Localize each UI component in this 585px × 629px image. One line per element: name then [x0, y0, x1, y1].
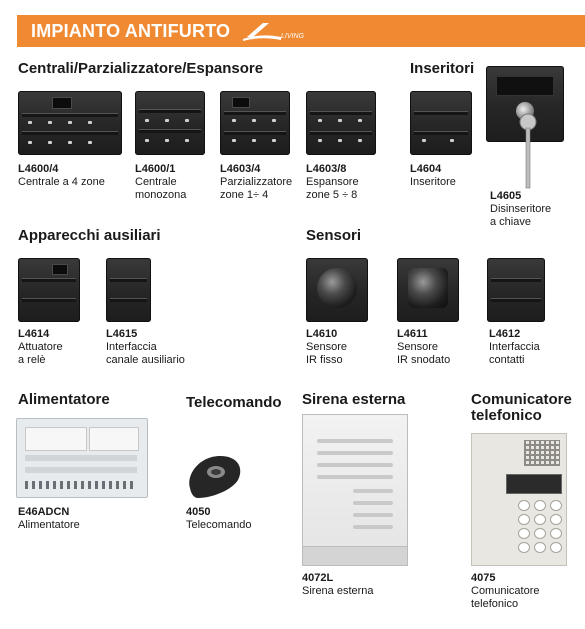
device-image-e46adcn [16, 418, 148, 498]
desc-l4600-4: Centrale a 4 zone [18, 176, 105, 188]
desc-l4605-line1: Disinseritore [490, 203, 552, 215]
desc-4075-line2: telefonico [471, 598, 519, 610]
code-l4614: L4614 [18, 328, 50, 340]
desc-l4603-8-line1: Espansore [306, 176, 359, 188]
device-image-4075 [471, 433, 567, 566]
section-comunicatore-line1: Comunicatore [471, 391, 572, 408]
code-l4600-4: L4600/4 [18, 163, 59, 175]
code-l4605: L4605 [490, 190, 522, 202]
desc-l4605-line2: a chiave [490, 216, 531, 228]
desc-l4603-4-line2: zone 1÷ 4 [220, 189, 269, 201]
desc-l4603-8-line2: zone 5 ÷ 8 [306, 189, 358, 201]
desc-l4612-line2: contatti [489, 354, 525, 366]
desc-l4614-line2: a relè [18, 354, 46, 366]
section-telecomando: Telecomando [186, 394, 282, 411]
desc-e46adcn: Alimentatore [18, 519, 80, 531]
device-image-l4600-1 [135, 91, 205, 155]
code-l4603-4: L4603/4 [220, 163, 261, 175]
section-sensori: Sensori [306, 227, 362, 244]
desc-l4600-1-line1: Centrale [135, 176, 177, 188]
code-l4603-8: L4603/8 [306, 163, 347, 175]
code-l4611: L4611 [397, 328, 428, 340]
code-l4615: L4615 [106, 328, 138, 340]
desc-4050: Telecomando [186, 519, 252, 531]
device-image-l4614 [18, 258, 80, 322]
code-l4604: L4604 [410, 163, 442, 175]
device-image-4072l [302, 414, 408, 566]
device-image-l4612 [487, 258, 545, 322]
code-e46adcn: E46ADCN [18, 506, 70, 518]
device-image-l4615 [106, 258, 151, 322]
section-sirena: Sirena esterna [302, 391, 406, 408]
device-image-l4603-8 [306, 91, 376, 155]
desc-l4611-line2: IR snodato [397, 354, 451, 366]
desc-l4615-line1: Interfaccia [106, 341, 157, 353]
code-l4612: L4612 [489, 328, 521, 340]
desc-l4614-line1: Attuatore [18, 341, 63, 353]
device-image-l4610 [306, 258, 368, 322]
living-logo [241, 19, 331, 43]
desc-l4612-line1: Interfaccia [489, 341, 540, 353]
section-inseritori: Inseritori [410, 60, 475, 77]
code-4050: 4050 [186, 506, 211, 518]
section-ausiliari: Apparecchi ausiliari [18, 227, 161, 244]
key-icon [510, 110, 540, 190]
code-l4600-1: L4600/1 [135, 163, 176, 175]
section-comunicatore-line2: telefonico [471, 407, 542, 424]
desc-4072l: Sirena esterna [302, 585, 374, 597]
logo-text: LIVING [281, 33, 304, 40]
banner-title: IMPIANTO ANTIFURTO [31, 21, 231, 41]
remote-control-icon [184, 450, 246, 502]
desc-l4611-line1: Sensore [397, 341, 438, 353]
device-image-l4611 [397, 258, 459, 322]
section-alimentatore: Alimentatore [18, 391, 110, 408]
desc-l4603-4-line1: Parzializzatore [220, 176, 293, 188]
device-image-l4600-4 [18, 91, 122, 155]
device-image-l4604 [410, 91, 472, 155]
section-centrali: Centrali/Parzializzatore/Espansore [18, 60, 264, 77]
code-l4610: L4610 [306, 328, 338, 340]
desc-l4604: Inseritore [410, 176, 456, 188]
desc-l4615-line2: canale ausiliario [106, 354, 185, 366]
code-4075: 4075 [471, 572, 496, 584]
title-banner [17, 15, 585, 47]
desc-l4600-1-line2: monozona [135, 189, 187, 201]
desc-l4610-line1: Sensore [306, 341, 347, 353]
code-4072l: 4072L [302, 572, 334, 584]
desc-4075-line1: Comunicatore [471, 585, 540, 597]
desc-l4610-line2: IR fisso [306, 354, 343, 366]
device-image-l4603-4 [220, 91, 290, 155]
